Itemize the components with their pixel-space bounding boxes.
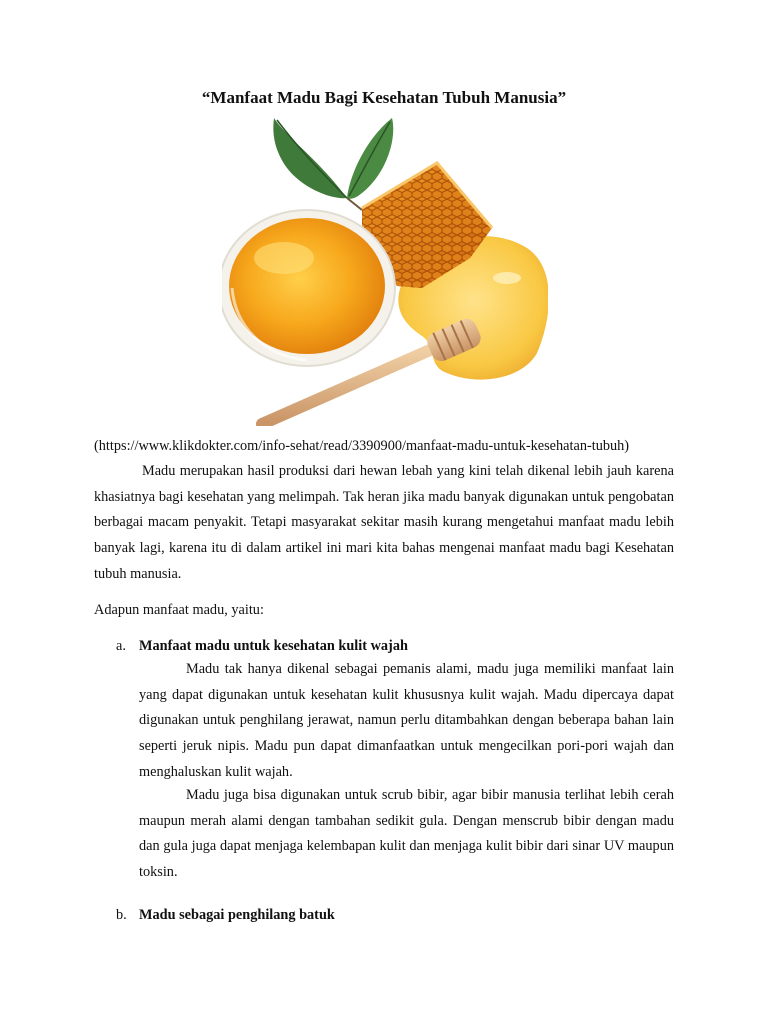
honey-illustration <box>222 118 548 426</box>
honey-jar <box>222 210 395 366</box>
list-marker-a: a. <box>116 638 126 654</box>
intro-paragraph: Madu merupakan hasil produksi dari hewan lebah yang kini telah dikenal lebih jauh karena khasiatnya bagi kesehatan yang melimpah. Tak heran jika madu banyak digunakan untuk pengobatan berbagai macam penyakit. Tetapi masyarakat sekitar masih kurang mengetahui manfaat madu lebih banyak lagi, karena itu di dalam artikel ini mari kita bahas mengenai manfaat madu bagi Kesehatan tubuh manusia. <box>94 463 674 582</box>
honey-image <box>222 118 548 426</box>
leaf-icon <box>273 118 393 210</box>
document-title: “Manfaat Madu Bagi Kesehatan Tubuh Manusia” <box>201 88 567 107</box>
list-heading-b: Madu sebagai penghilang batuk <box>139 907 335 923</box>
image-source-url: (https://www.klikdokter.com/info-sehat/read/3390900/manfaat-madu-untuk-kesehatan-tubuh) <box>94 438 630 454</box>
list-heading-a: Manfaat madu untuk kesehatan kulit wajah <box>139 638 408 654</box>
list-marker-b: b. <box>116 907 127 923</box>
item-a-paragraph-2: Madu juga bisa digunakan untuk scrub bibir, agar bibir manusia terlihat lebih cerah maupun merah alami dengan tambahan sedikit gula. Dengan menscrub bibir dengan madu dan gula juga dapat menjaga kelembapan kulit dan menjaga kulit bibir dari sinar UV maupun toksin. <box>139 787 674 881</box>
list-intro: Adapun manfaat madu, yaitu: <box>94 602 264 618</box>
item-a-paragraph-1: Madu tak hanya dikenal sebagai pemanis alami, madu juga memiliki manfaat lain yang dapat digunakan untuk kesehatan kulit khususnya kulit wajah. Madu dipercaya dapat digunakan untuk penghilang jerawat, namun perlu ditambahkan dengan beberapa bahan lain seperti jeruk nipis. Madu pun dapat dimanfaatkan untuk mengecilkan pori-pori wajah dan menghaluskan kulit wajah. <box>139 661 674 780</box>
